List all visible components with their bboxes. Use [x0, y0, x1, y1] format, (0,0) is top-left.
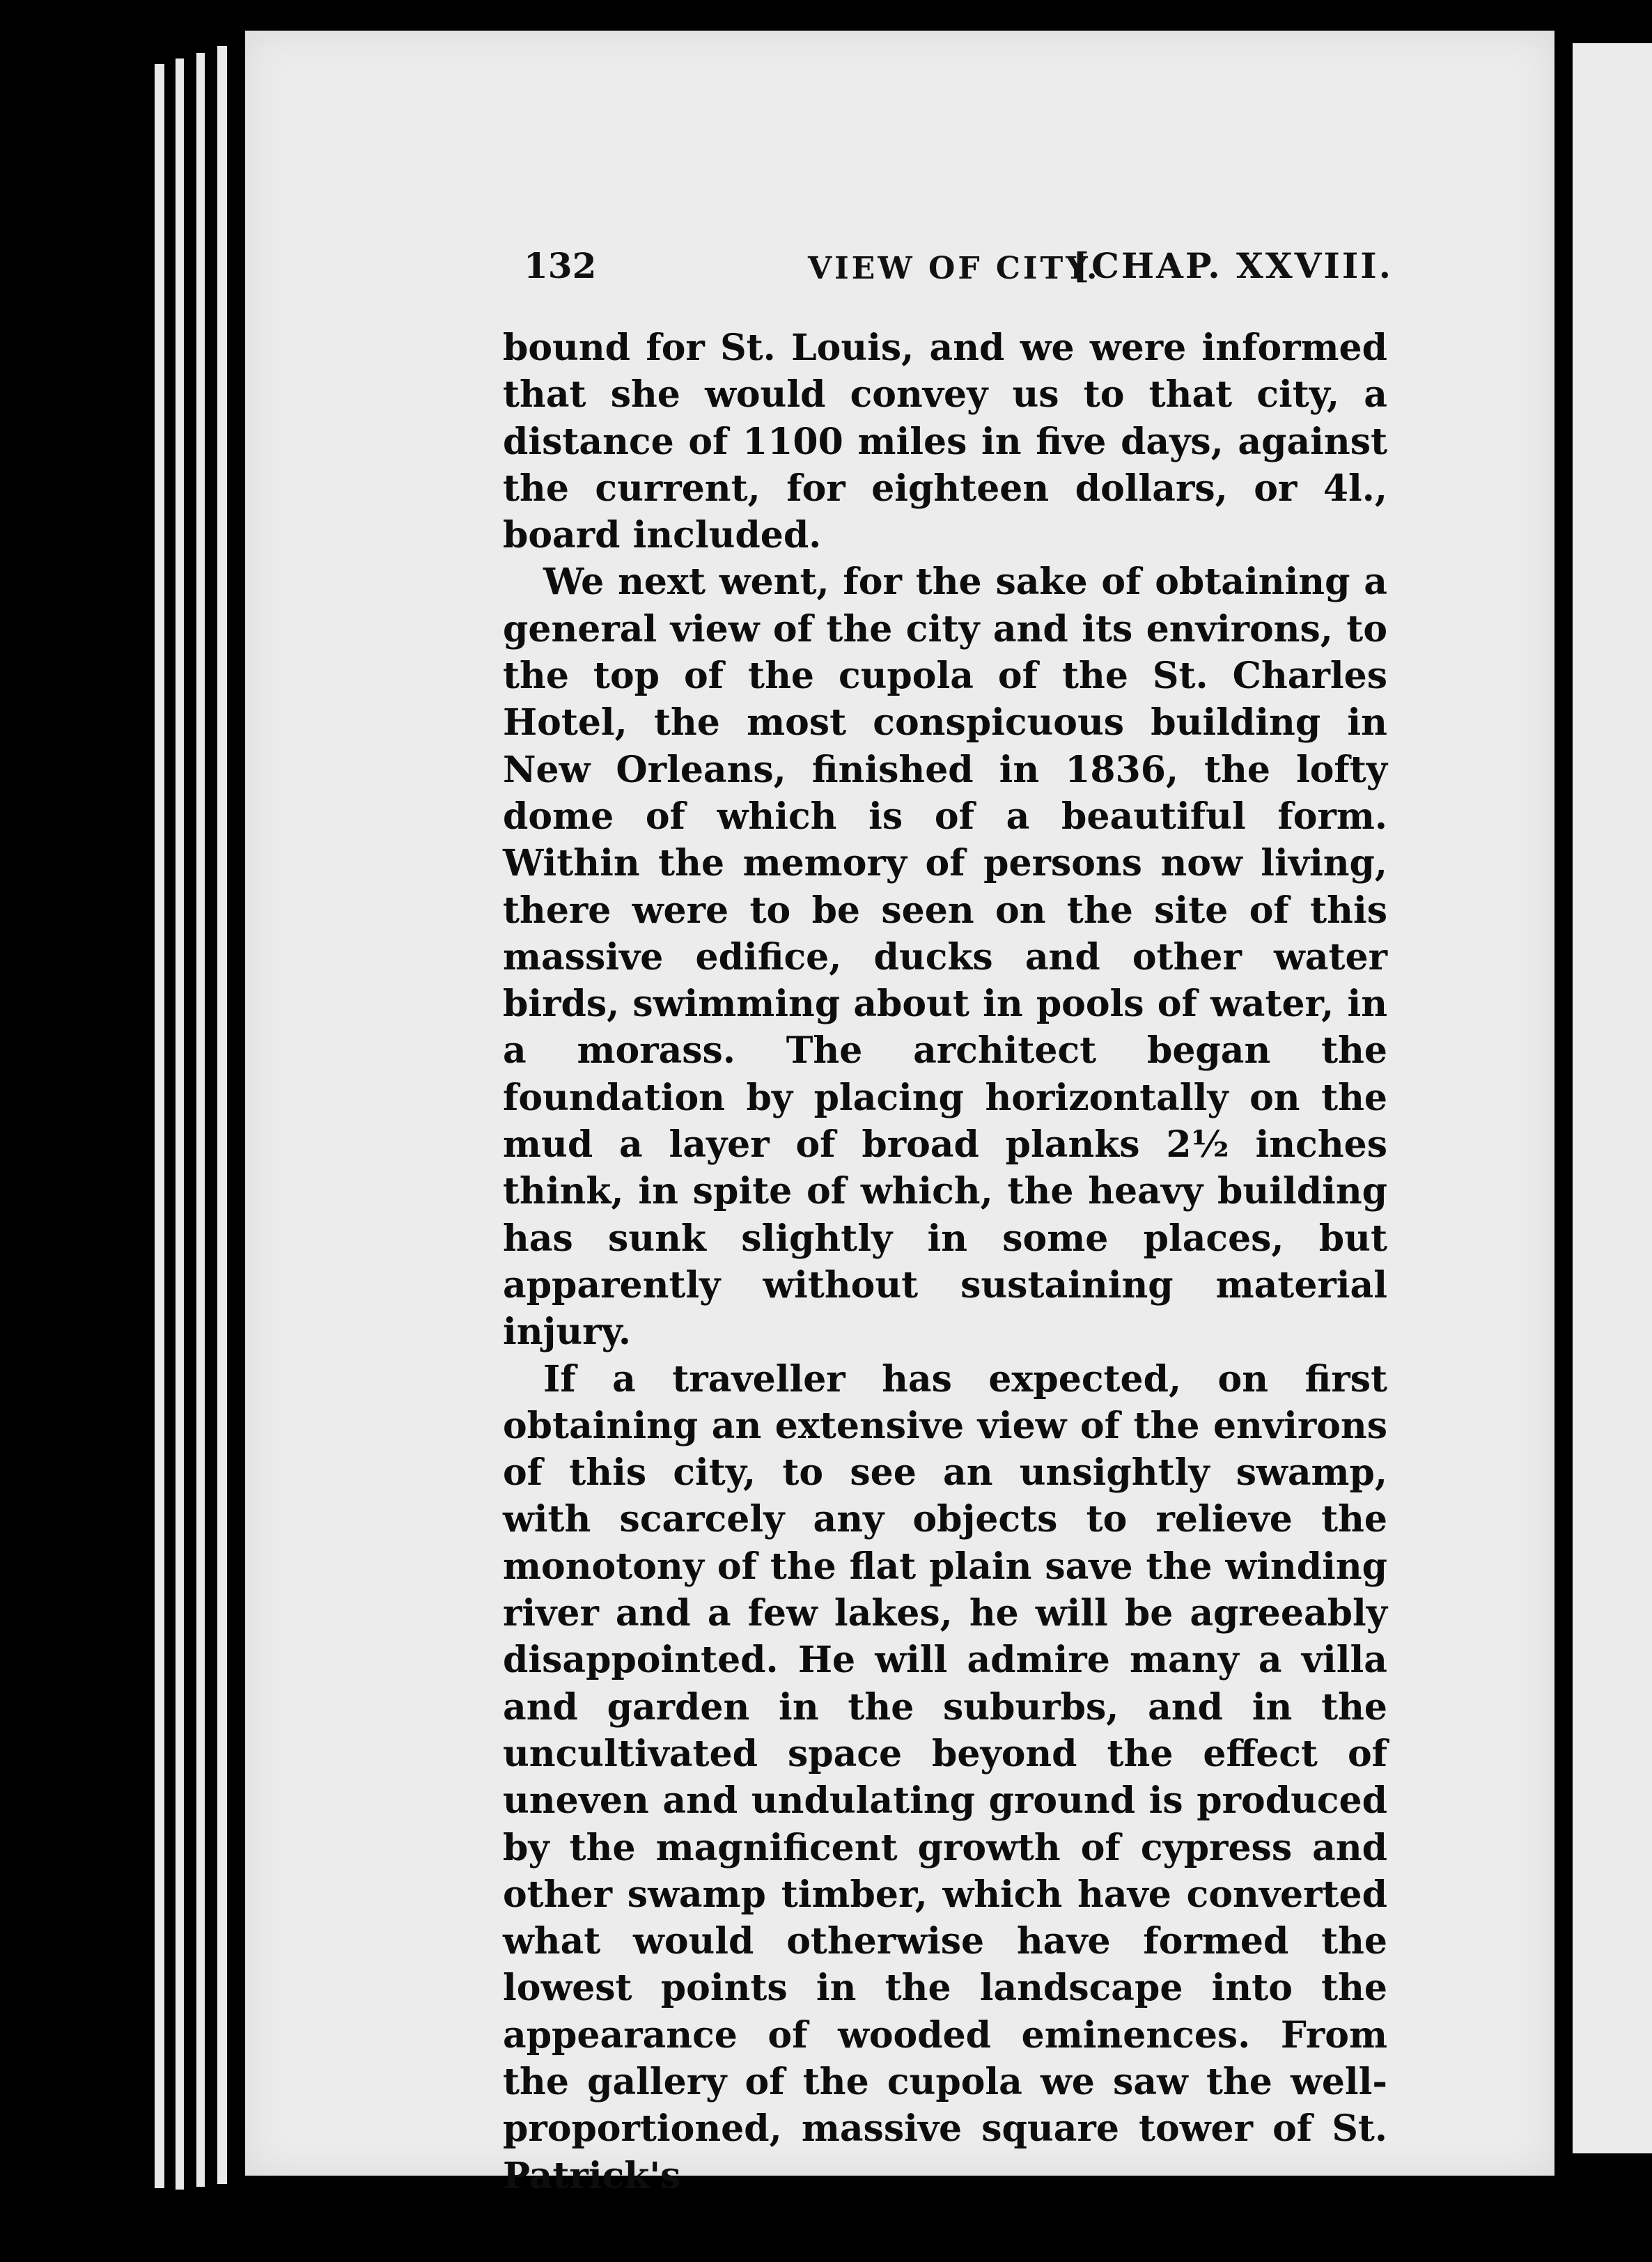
- book-page: [245, 31, 1554, 2197]
- paragraph: If a traveller has expected, on first obtaining an extensive view of the environs of this city, to see an unsightly swamp, with scarcely any objects to relieve the monotony of the flat plain save the winding river and a few lakes, he will be agreeably disappointed. He will admire many a villa and garden in the suburbs, and in the uncultivated space beyond the effect of uneven and undulating ground is produced by the magnificent growth of cypress and other swamp timber, which have converted what would otherwise have formed the lowest points in the landscape into the appearance of wooded eminences. From the gallery of the cupola we saw the well-proportioned, massive square tower of St. Patrick's: [503, 1357, 1387, 2197]
- running-title: VIEW OF CITY.: [808, 251, 1100, 286]
- running-header: [524, 245, 1393, 308]
- page-stack-edge: [196, 53, 205, 2187]
- page-stack-edge: [176, 58, 184, 2190]
- chapter-reference: [CHAP. XXVIII.: [1073, 245, 1393, 286]
- paragraph: bound for St. Louis, and we were informed that she would convey us to that city, a distance of 1100 miles in five days, against the current, for eighteen dollars, or 4l., board included.: [503, 327, 1387, 557]
- page-stack-edge: [155, 64, 164, 2188]
- facing-page-edge: [1573, 43, 1652, 2153]
- paragraph: We next went, for the sake of obtaining a general view of the city and its environs, to the top of the cupola of the St. Charles Hotel, the most conspicuous building in New Orleans, finished in 1836, the lofty dome of which is of a beautiful form. Within the memory of persons now living, there were to be seen on the site of this massive edifice, ducks and other water birds, swimming about in pools of water, in a morass. The architect began the foundation by placing horizontally on the mud a layer of broad planks 2½ inches think, in spite of which, the heavy building has sunk slightly in some places, but apparently without sustaining material injury.: [503, 561, 1387, 1354]
- body-text: [503, 325, 1387, 2199]
- page-number: 132: [524, 245, 597, 286]
- page-stack-edge: [217, 46, 227, 2184]
